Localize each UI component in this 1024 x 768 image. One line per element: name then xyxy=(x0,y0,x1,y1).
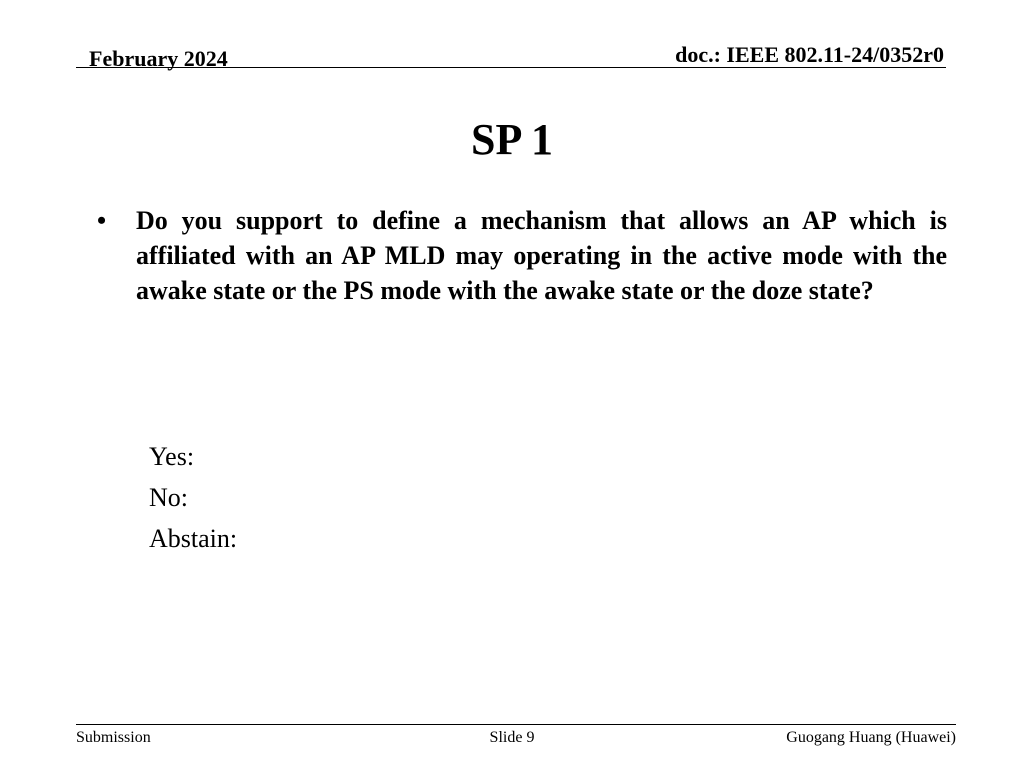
footer-slide-number: Slide 9 xyxy=(489,729,535,746)
straw-poll-question: Do you support to define a mechanism that allows an AP which is affiliated with an AP MLD may operating in the active mode with the awake state or the PS mode with the awake state or the doze state? xyxy=(136,206,947,305)
header-date: February 2024 xyxy=(89,46,228,71)
bullet-list-item xyxy=(97,203,947,308)
vote-option-no: No: xyxy=(149,483,188,512)
header-doc-id: doc.: IEEE 802.11-24/0352r0 xyxy=(675,42,944,67)
bullet-marker: • xyxy=(97,206,107,235)
footer-submission: Submission xyxy=(76,729,151,746)
footer-author: Guogang Huang (Huawei) xyxy=(786,729,956,746)
slide-title: SP 1 xyxy=(471,115,553,164)
vote-option-yes: Yes: xyxy=(149,442,195,471)
vote-option-abstain: Abstain: xyxy=(149,524,238,553)
header-divider xyxy=(76,67,946,68)
vote-options xyxy=(149,436,237,559)
footer-divider xyxy=(76,724,956,725)
